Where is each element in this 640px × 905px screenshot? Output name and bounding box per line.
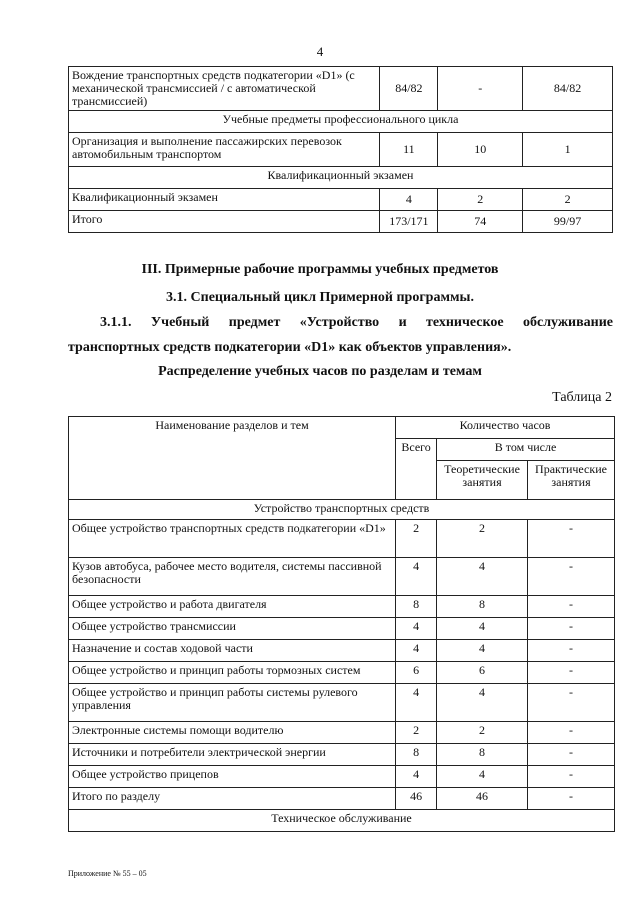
table-row xyxy=(69,722,615,744)
row-theory: 4 xyxy=(437,558,528,596)
section-heading: III. Примерные рабочие программы учебных предметов xyxy=(141,262,499,277)
row-theory: 2 xyxy=(437,722,528,744)
row-total: 2 xyxy=(396,520,437,558)
table-row xyxy=(69,744,615,766)
cycle-heading: 3.1. Специальный цикл Примерной программы. xyxy=(166,290,474,305)
row-name: Вождение транспортных средств подкатегории «D1» (с механической трансмиссией / с автоматической трансмиссией) xyxy=(69,67,380,111)
row-practice: - xyxy=(528,640,615,662)
row-total: 4 xyxy=(396,684,437,722)
header-theory: Теоретические занятия xyxy=(437,461,528,500)
row-name: Общее устройство и принцип работы системы рулевого управления xyxy=(69,684,396,722)
table-row xyxy=(69,618,615,640)
row-total: 8 xyxy=(396,744,437,766)
row-name: Электронные системы помощи водителю xyxy=(69,722,396,744)
table-row xyxy=(69,596,615,618)
row-theory: 4 xyxy=(437,766,528,788)
row-name: Итого xyxy=(69,211,380,233)
row-practice: - xyxy=(528,520,615,558)
table-row xyxy=(69,788,615,810)
row-name: Общее устройство транспортных средств подкатегории «D1» xyxy=(69,520,396,558)
row-practice: - xyxy=(528,684,615,722)
table-label: Таблица 2 xyxy=(552,390,612,405)
row-total: 4 xyxy=(380,189,438,211)
row-total: 4 xyxy=(396,558,437,596)
row-total: 11 xyxy=(380,133,438,167)
footer-note: Приложение № 55 – 05 xyxy=(68,869,147,878)
row-total: 8 xyxy=(396,596,437,618)
row-practice: - xyxy=(528,744,615,766)
row-theory: 74 xyxy=(438,211,523,233)
row-total: 4 xyxy=(396,766,437,788)
subject-title-line-2: транспортных средств подкатегории «D1» как объектов управления». xyxy=(68,340,512,355)
row-name: Общее устройство трансмиссии xyxy=(69,618,396,640)
row-theory: - xyxy=(438,67,523,111)
row-practice: - xyxy=(528,558,615,596)
row-name: Общее устройство прицепов xyxy=(69,766,396,788)
row-name: Общее устройство и принцип работы тормозных систем xyxy=(69,662,396,684)
section-row xyxy=(69,111,613,133)
table-row xyxy=(69,211,613,233)
row-practice: - xyxy=(528,722,615,744)
row-theory: 2 xyxy=(438,189,523,211)
section-row xyxy=(69,167,613,189)
row-total: 4 xyxy=(396,640,437,662)
distribution-title: Распределение учебных часов по разделам и темам xyxy=(158,364,482,379)
row-theory: 8 xyxy=(437,596,528,618)
row-total: 46 xyxy=(396,788,437,810)
table-row xyxy=(69,133,613,167)
row-total: 4 xyxy=(396,618,437,640)
row-theory: 6 xyxy=(437,662,528,684)
row-practice: 2 xyxy=(523,189,613,211)
row-theory: 10 xyxy=(438,133,523,167)
subject-title-line-1: 3.1.1. Учебный предмет «Устройство и техническое обслуживание xyxy=(100,315,613,330)
page-number: 4 xyxy=(316,44,324,59)
section-row-maintenance: Техническое обслуживание xyxy=(69,810,615,832)
row-theory: 8 xyxy=(437,744,528,766)
row-name: Общее устройство и работа двигателя xyxy=(69,596,396,618)
row-theory: 46 xyxy=(437,788,528,810)
section-label: Квалификационный экзамен xyxy=(69,167,613,189)
section-label: Учебные предметы профессионального цикла xyxy=(69,111,613,133)
row-total: 84/82 xyxy=(380,67,438,111)
table-row xyxy=(69,640,615,662)
row-practice: - xyxy=(528,788,615,810)
row-theory: 2 xyxy=(437,520,528,558)
row-total: 173/171 xyxy=(380,211,438,233)
row-name: Назначение и состав ходовой части xyxy=(69,640,396,662)
table-row xyxy=(69,189,613,211)
row-practice: 99/97 xyxy=(523,211,613,233)
header-names: Наименование разделов и тем xyxy=(69,417,396,500)
row-total: 2 xyxy=(396,722,437,744)
row-name: Источники и потребители электрической энергии xyxy=(69,744,396,766)
row-practice: - xyxy=(528,662,615,684)
header-hours: Количество часов xyxy=(396,417,615,439)
table-row xyxy=(69,684,615,722)
row-practice: 84/82 xyxy=(523,67,613,111)
row-practice: 1 xyxy=(523,133,613,167)
row-total: 6 xyxy=(396,662,437,684)
table-row xyxy=(69,520,615,558)
row-name: Кузов автобуса, рабочее место водителя, системы пассивной безопасности xyxy=(69,558,396,596)
header-practice: Практические занятия xyxy=(528,461,615,500)
table-row xyxy=(69,67,613,111)
header-total: Всего xyxy=(396,439,437,500)
row-theory: 4 xyxy=(437,684,528,722)
row-theory: 4 xyxy=(437,640,528,662)
table-row xyxy=(69,558,615,596)
section-row-devices: Устройство транспортных средств xyxy=(69,500,615,520)
table-row xyxy=(69,766,615,788)
row-name: Организация и выполнение пассажирских перевозок автомобильным транспортом xyxy=(69,133,380,167)
row-name: Квалификационный экзамен xyxy=(69,189,380,211)
hours-summary-table xyxy=(68,66,613,233)
row-practice: - xyxy=(528,618,615,640)
row-practice: - xyxy=(528,596,615,618)
hours-distribution-table xyxy=(68,416,615,832)
row-theory: 4 xyxy=(437,618,528,640)
header-including: В том числе xyxy=(437,439,615,461)
row-practice: - xyxy=(528,766,615,788)
row-name: Итого по разделу xyxy=(69,788,396,810)
table-row xyxy=(69,662,615,684)
